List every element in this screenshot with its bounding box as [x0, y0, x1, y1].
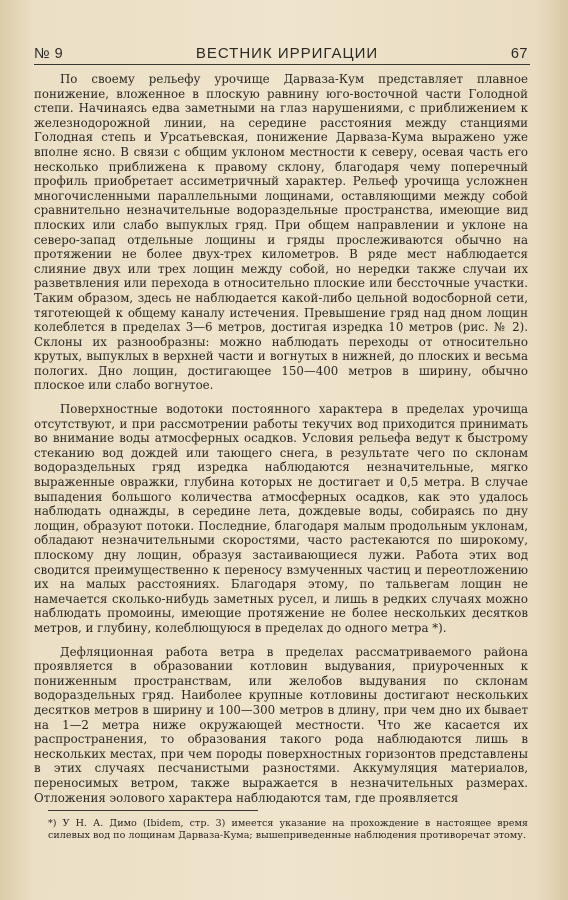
- header-rule: [34, 64, 530, 65]
- paragraph-watercourses: Поверхностные водотоки постоянного характера в пределах урочища отсутствуют, и при рассмотрении работы текучих вод приходится принимать во внимание воды атмосферных осадков. Условия рельефа ведут к быстрому стеканию вод дождей или тающего снега, в результате чего по склонам водораздельных гряд изредка наблюдаются незначительные, мягко выраженные овражки, глубина которых не достигает и 0,5 метра. В случае выпадения большого количества атмосферных осадков, как это удалось наблюдать однажды, в середине лета, дождевые воды, собираясь по дну лощин, образуют потоки. Последние, благодаря малым продольным уклонам, обладают незначительными скоростями, часто растекаются по широкому, плоскому дну лощин, образуя застаивающиеся лужи. Работа этих вод сводится преимущественно к переносу взмученных частиц и переотложению их на малых расстояниях. Благодаря этому, по тальвегам лощин не намечается сколько-нибудь заметных русел, и лишь в редких случаях можно наблюдать промоины, имеющие протяжение не более нескольких десятков метров, и глубину, колеблющуюся в пределах до одного метра *).: [34, 402, 528, 635]
- page-header: [34, 40, 528, 62]
- footnote: *) У Н. А. Димо (Ibidem, стр. 3) имеется указание на прохождение в настоящее время силевых вод по лощинам Дарваза-Кума; вышеприведенные наблюдения противоречат этому.: [48, 818, 528, 842]
- journal-title: ВЕСТНИК ИРРИГАЦИИ: [195, 45, 379, 62]
- paragraph-deflation: Дефляционная работа ветра в пределах рассматриваемого района проявляется в образовании котловин выдувания, приуроченных к пониженным пространствам, или желобов выдувания по склонам водораздельных гряд. Наиболее крупные котловины достигают нескольких десятков метров в ширину и 100—300 метров в длину, при чем дно их бывает на 1—2 метра ниже окружающей местности. Что же касается их распространения, то образования такого рода наблюдаются лишь в нескольких местах, при чем породы поверхностных горизонтов представлены в этих случаях песчанистыми разностями. Аккумуляция материалов, переносимых ветром, также выражается в незначительных размерах. Отложения эолового характера наблюдаются там, где проявляется: [34, 644, 528, 805]
- paragraph-relief: По своему рельефу урочище Дарваза-Кум представляет плавное понижение, вложенное в плоскую равнину юго-восточной части Голодной степи. Начинаясь едва заметными на глаз нарушениями, с приближением к железнодорожной линии, на середине расстояния между станциями Голодная степь и Урсатьевская, понижение Дарваза-Кума выражено уже вполне ясно. В связи с общим уклоном местности к северу, осевая часть его несколько приближена к правому склону, благодаря чему поперечный профиль приобретает ассиметричный характер. Рельеф урочища усложнен многочисленными параллельными лощинами, оставляющими между собой сравнительно незначительные водораздельные пространства, имеющие вид плоских или слабо выпуклых гряд. При общем направлении и уклоне на северо-запад отдельные лощины и гряды прослеживаются обычно на протяжении не более двух-трех километров. В ряде мест наблюдается слияние двух или трех лощин между собой, но нередки также случаи их разветвления или перехода в относительно плоские или бессточные участки. Таким образом, здесь не наблюдается какой-либо цельной водосборной сети, тяготеющей к общему каналу истечения. Превышение гряд над дном лощин колеблется в пределах 3—6 метров, достигая изредка 10 метров (рис. № 2). Склоны их разнообразны: можно наблюдать переходы от относительно крутых, выпуклых в верхней части и вогнутых в нижней, до плоских и весьма пологих. Дно лощин, достигающее 150—400 метров в ширину, обычно плоское или слабо вогнутое.: [34, 72, 528, 393]
- footnote-rule: [48, 810, 258, 811]
- issue-number: № 9: [34, 46, 64, 62]
- page-number: 67: [510, 46, 528, 62]
- article-body: [34, 72, 528, 814]
